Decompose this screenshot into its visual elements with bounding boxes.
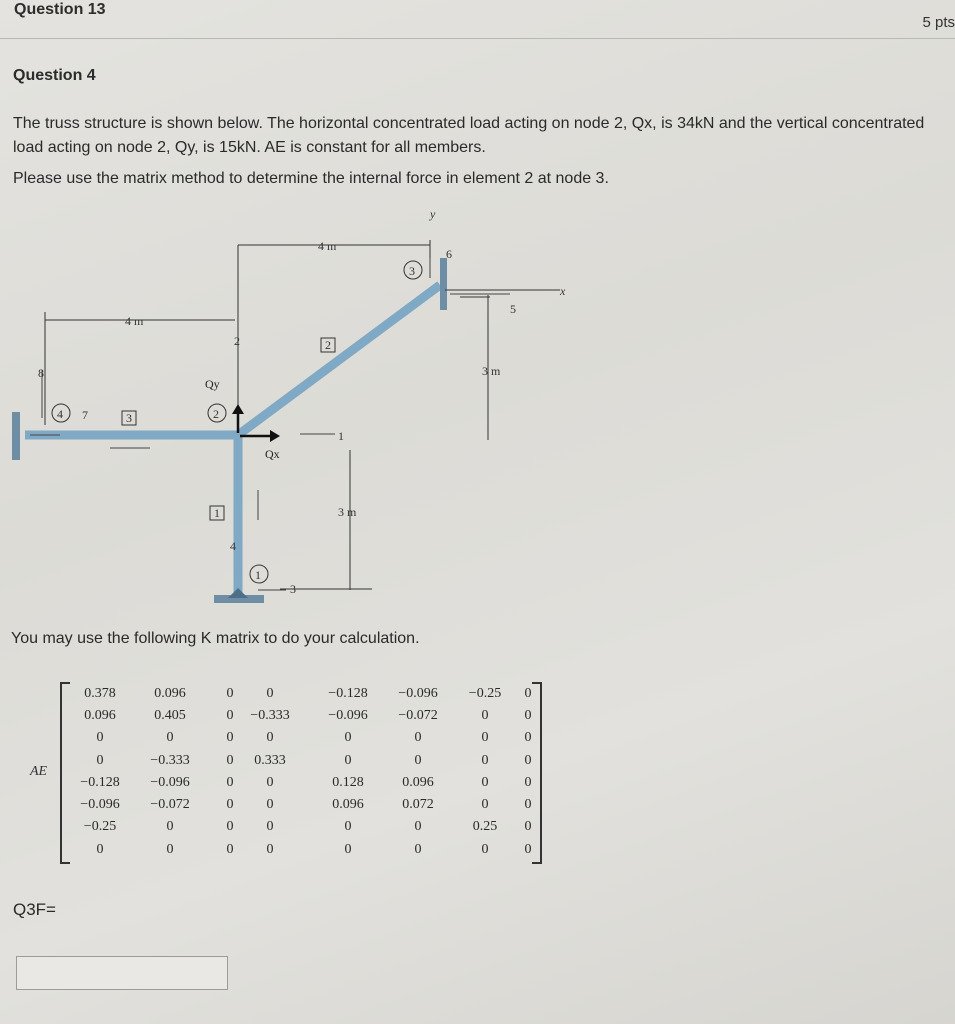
matrix-caption: You may use the following K matrix to do your calculation. bbox=[11, 630, 420, 647]
matrix-cell: 0 bbox=[414, 819, 422, 834]
matrix-cell: 0 bbox=[226, 730, 234, 745]
node-label-4: 4 bbox=[57, 407, 63, 421]
matrix-cell: −0.096 bbox=[80, 797, 120, 812]
matrix-prefix: AE bbox=[30, 764, 48, 779]
matrix-cell: 0 bbox=[166, 730, 174, 745]
matrix-cell: −0.128 bbox=[328, 686, 368, 701]
matrix-cell: 0 bbox=[226, 797, 234, 812]
matrix-cell: 0 bbox=[481, 775, 489, 790]
dof-label-5: 5 bbox=[510, 302, 516, 316]
matrix-cell: 0 bbox=[226, 686, 234, 701]
dof-label-4: 4 bbox=[230, 539, 236, 553]
matrix-cell: 0 bbox=[266, 842, 274, 857]
dimension-top: 4 m bbox=[318, 239, 337, 253]
matrix-cell: 0 bbox=[414, 730, 422, 745]
question-number: Question 13 bbox=[14, 1, 106, 18]
answer-label: Q3F= bbox=[13, 900, 56, 919]
matrix-cell: −0.072 bbox=[398, 708, 438, 723]
axis-label-x: x bbox=[560, 284, 566, 298]
matrix-cell: 0 bbox=[266, 797, 274, 812]
matrix-cell: 0.378 bbox=[84, 686, 116, 701]
points-label: 5 pts bbox=[922, 14, 955, 31]
dimension-left: 4 m bbox=[125, 314, 144, 328]
question-header bbox=[0, 0, 955, 39]
matrix-cell: −0.25 bbox=[468, 686, 502, 701]
load-label-qy: Qy bbox=[205, 377, 220, 391]
matrix-cell: 0.128 bbox=[332, 775, 364, 790]
matrix-cell: 0.072 bbox=[402, 797, 434, 812]
matrix-cell: 0 bbox=[166, 842, 174, 857]
dimension-right: 3 m bbox=[482, 364, 501, 378]
dof-label-6: 6 bbox=[446, 247, 452, 261]
node-label-3: 3 bbox=[409, 264, 415, 278]
matrix-cell: 0 bbox=[226, 708, 234, 723]
matrix-cell: 0 bbox=[226, 819, 234, 834]
matrix-cell: 0 bbox=[166, 819, 174, 834]
support-pin-1 bbox=[228, 588, 248, 598]
matrix-cell: 0 bbox=[481, 842, 489, 857]
matrix-bracket-left bbox=[60, 682, 70, 864]
element-label-2: 2 bbox=[325, 338, 331, 352]
matrix-cell: 0 bbox=[344, 819, 352, 834]
answer-input[interactable] bbox=[16, 956, 228, 990]
dof-label-2: 2 bbox=[234, 334, 240, 348]
dof-label-3: 3 bbox=[290, 582, 296, 596]
question-heading: Question 4 bbox=[13, 67, 96, 84]
matrix-cell: −0.128 bbox=[80, 775, 120, 790]
truss-diagram bbox=[0, 200, 620, 620]
matrix-cell: 0 bbox=[481, 730, 489, 745]
matrix-cell: 0 bbox=[481, 797, 489, 812]
matrix-cell: 0.096 bbox=[84, 708, 116, 723]
matrix-cell: −0.333 bbox=[250, 708, 290, 723]
matrix-cell: 0.096 bbox=[332, 797, 364, 812]
node-label-2: 2 bbox=[213, 407, 219, 421]
matrix-cell: 0 bbox=[266, 730, 274, 745]
matrix-cell: −0.072 bbox=[150, 797, 190, 812]
matrix-cell: 0 bbox=[524, 686, 532, 701]
element-label-1: 1 bbox=[214, 506, 220, 520]
matrix-cell: 0 bbox=[266, 819, 274, 834]
matrix-cell: 0 bbox=[226, 775, 234, 790]
question-description: The truss structure is shown below. The horizontal concentrated load acting on node 2, Qx, is 34kN and the vertical concentrated load acting on node 2, Qy, is 15kN. AE is constant for all members. bbox=[13, 115, 925, 156]
element-label-3: 3 bbox=[126, 411, 132, 425]
matrix-cell: 0.096 bbox=[154, 686, 186, 701]
matrix-cell: −0.096 bbox=[328, 708, 368, 723]
matrix-cell: 0 bbox=[266, 686, 274, 701]
matrix-cell: −0.333 bbox=[150, 753, 190, 768]
node-label-1: 1 bbox=[255, 568, 261, 582]
matrix-cell: 0.25 bbox=[472, 819, 498, 834]
matrix-cell: 0 bbox=[414, 842, 422, 857]
matrix-cell: 0 bbox=[524, 842, 532, 857]
matrix-cell: 0.405 bbox=[154, 708, 186, 723]
dof-arrows bbox=[30, 258, 510, 590]
matrix-cell: 0 bbox=[481, 708, 489, 723]
matrix-cell: 0 bbox=[524, 753, 532, 768]
member-2 bbox=[238, 285, 440, 435]
matrix-cell: −0.25 bbox=[83, 819, 117, 834]
matrix-cell: −0.096 bbox=[398, 686, 438, 701]
matrix-cell: 0 bbox=[344, 753, 352, 768]
dimension-bottom: 3 m bbox=[338, 505, 357, 519]
matrix-cell: 0 bbox=[481, 753, 489, 768]
matrix-cell: 0 bbox=[96, 842, 104, 857]
matrix-cell: 0 bbox=[344, 730, 352, 745]
matrix-cell: 0 bbox=[226, 842, 234, 857]
matrix-cell: 0 bbox=[96, 730, 104, 745]
element-markers bbox=[122, 338, 335, 520]
question-instruction: Please use the matrix method to determine the internal force in element 2 at node 3. bbox=[13, 170, 609, 187]
dof-label-8: 8 bbox=[38, 366, 44, 380]
matrix-cell: 0 bbox=[524, 775, 532, 790]
support-node-4 bbox=[12, 412, 20, 460]
matrix-cell: 0.333 bbox=[254, 753, 286, 768]
load-label-qx: Qx bbox=[265, 447, 280, 461]
matrix-cell: 0 bbox=[226, 753, 234, 768]
dof-label-1: 1 bbox=[338, 429, 344, 443]
matrix-cell: 0 bbox=[524, 708, 532, 723]
matrix-cell: 0 bbox=[524, 797, 532, 812]
matrix-cell: 0 bbox=[524, 819, 532, 834]
matrix-cell: 0.096 bbox=[402, 775, 434, 790]
matrix-cell: 0 bbox=[344, 842, 352, 857]
support-node-3 bbox=[440, 258, 447, 310]
matrix-cell: 0 bbox=[524, 730, 532, 745]
matrix-cell: 0 bbox=[96, 753, 104, 768]
matrix-cell: 0 bbox=[414, 753, 422, 768]
dof-label-7: 7 bbox=[82, 408, 88, 422]
matrix-cell: 0 bbox=[266, 775, 274, 790]
matrix-cell: −0.096 bbox=[150, 775, 190, 790]
axis-label-y: y bbox=[430, 207, 436, 221]
